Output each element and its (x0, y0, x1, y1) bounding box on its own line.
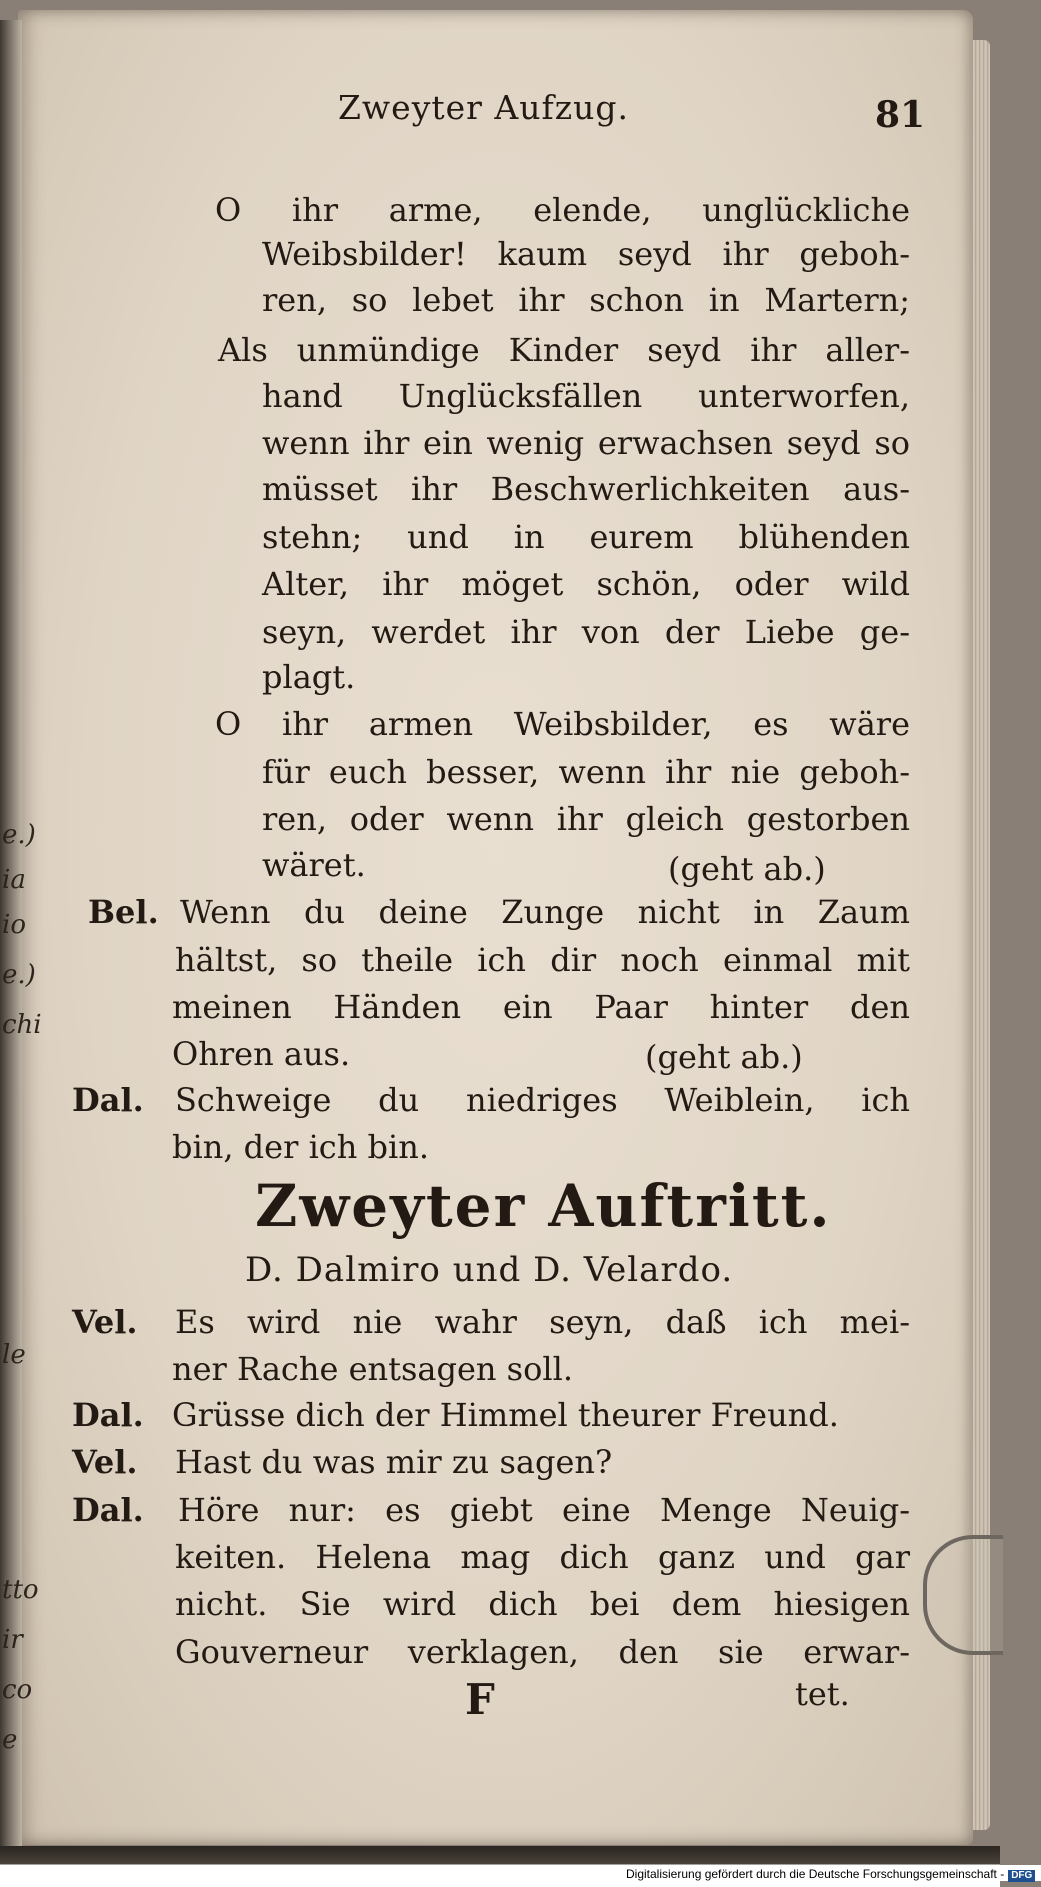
text-line: bin, der ich bin. (172, 1128, 429, 1166)
facing-fragment: chi (2, 1010, 42, 1040)
facing-fragment: ia (2, 865, 26, 895)
text-line: Weibsbilder! kaum seyd ihr geboh- (262, 235, 910, 273)
text-line: wäret. (262, 846, 366, 884)
text-line: für euch besser, wenn ihr nie geboh- (262, 753, 910, 791)
catchword: tet. (795, 1675, 850, 1713)
text-line: ren, oder wenn ihr gleich gestorben (262, 800, 910, 838)
text-line: seyn, werdet ihr von der Liebe ge- (262, 613, 910, 651)
signature-mark: F (465, 1675, 495, 1724)
text-line: O ihr arme, elende, unglückliche (215, 191, 910, 229)
facing-fragment: ir (2, 1625, 23, 1655)
running-title: Zweyter Aufzug. (338, 88, 629, 127)
speaker-label: Vel. (72, 1443, 138, 1481)
text-line: ren, so lebet ihr schon in Martern; (262, 281, 910, 319)
text-line: Alter, ihr möget schön, oder wild (262, 565, 910, 603)
digitization-credit (620, 1865, 1041, 1881)
text-line: Gouverneur verklagen, den sie erwar- (175, 1633, 910, 1671)
facing-fragment: tto (2, 1575, 39, 1605)
stage-direction: (geht ab.) (645, 1038, 803, 1076)
facing-fragment: co (2, 1675, 33, 1705)
text-line: Grüsse dich der Himmel theurer Freund. (172, 1396, 839, 1434)
text-line: Höre nur: es giebt eine Menge Neuig- (178, 1491, 910, 1529)
facing-fragment: e.) (2, 820, 36, 850)
text-line: ner Rache entsagen soll. (172, 1350, 573, 1388)
facing-fragment: e (2, 1725, 18, 1755)
text-line: meinen Händen ein Paar hinter den (172, 988, 910, 1026)
text-line: keiten. Helena mag dich ganz und gar (175, 1538, 910, 1576)
text-line: plagt. (262, 658, 356, 696)
speaker-label: Vel. (72, 1303, 138, 1341)
text-line: Schweige du niedriges Weiblein, ich (175, 1081, 910, 1119)
text-line: wenn ihr ein wenig erwachsen seyd so (262, 424, 910, 462)
page-number: 81 (875, 94, 926, 136)
facing-fragment: io (2, 910, 26, 940)
speaker-label: Bel. (88, 893, 159, 931)
text-line: stehn; und in eurem blühenden (262, 518, 910, 556)
text-line: Als unmündige Kinder seyd ihr aller- (218, 331, 910, 369)
scene-characters: D. Dalmiro und D. Velardo. (245, 1250, 734, 1290)
credit-text: Digitalisierung gefördert durch die Deutsche Forschungsgemeinschaft - (626, 1867, 1005, 1881)
facing-fragment: e.) (2, 960, 36, 990)
stage-direction: (geht ab.) (668, 850, 826, 888)
text-line: Hast du was mir zu sagen? (175, 1443, 613, 1481)
dfg-logo: DFG (1008, 1870, 1035, 1882)
text-line: nicht. Sie wird dich bei dem hiesigen (175, 1585, 910, 1623)
text-line: Ohren aus. (172, 1035, 351, 1073)
text-line: hältst, so theile ich dir noch einmal mit (175, 941, 910, 979)
speaker-label: Dal. (72, 1396, 144, 1434)
speaker-label: Dal. (72, 1491, 144, 1529)
scene-heading: Zweyter Auftritt. (255, 1172, 832, 1240)
speaker-label: Dal. (72, 1081, 144, 1119)
text-line: Es wird nie wahr seyn, daß ich mei- (175, 1303, 910, 1341)
facing-fragment: le (2, 1340, 26, 1370)
text-line: Wenn du deine Zunge nicht in Zaum (180, 893, 910, 931)
text-line: müsset ihr Beschwerlichkeiten aus- (262, 470, 910, 508)
text-line: O ihr armen Weibsbilder, es wäre (215, 705, 910, 743)
text-line: hand Unglücksfällen unterworfen, (262, 377, 910, 415)
